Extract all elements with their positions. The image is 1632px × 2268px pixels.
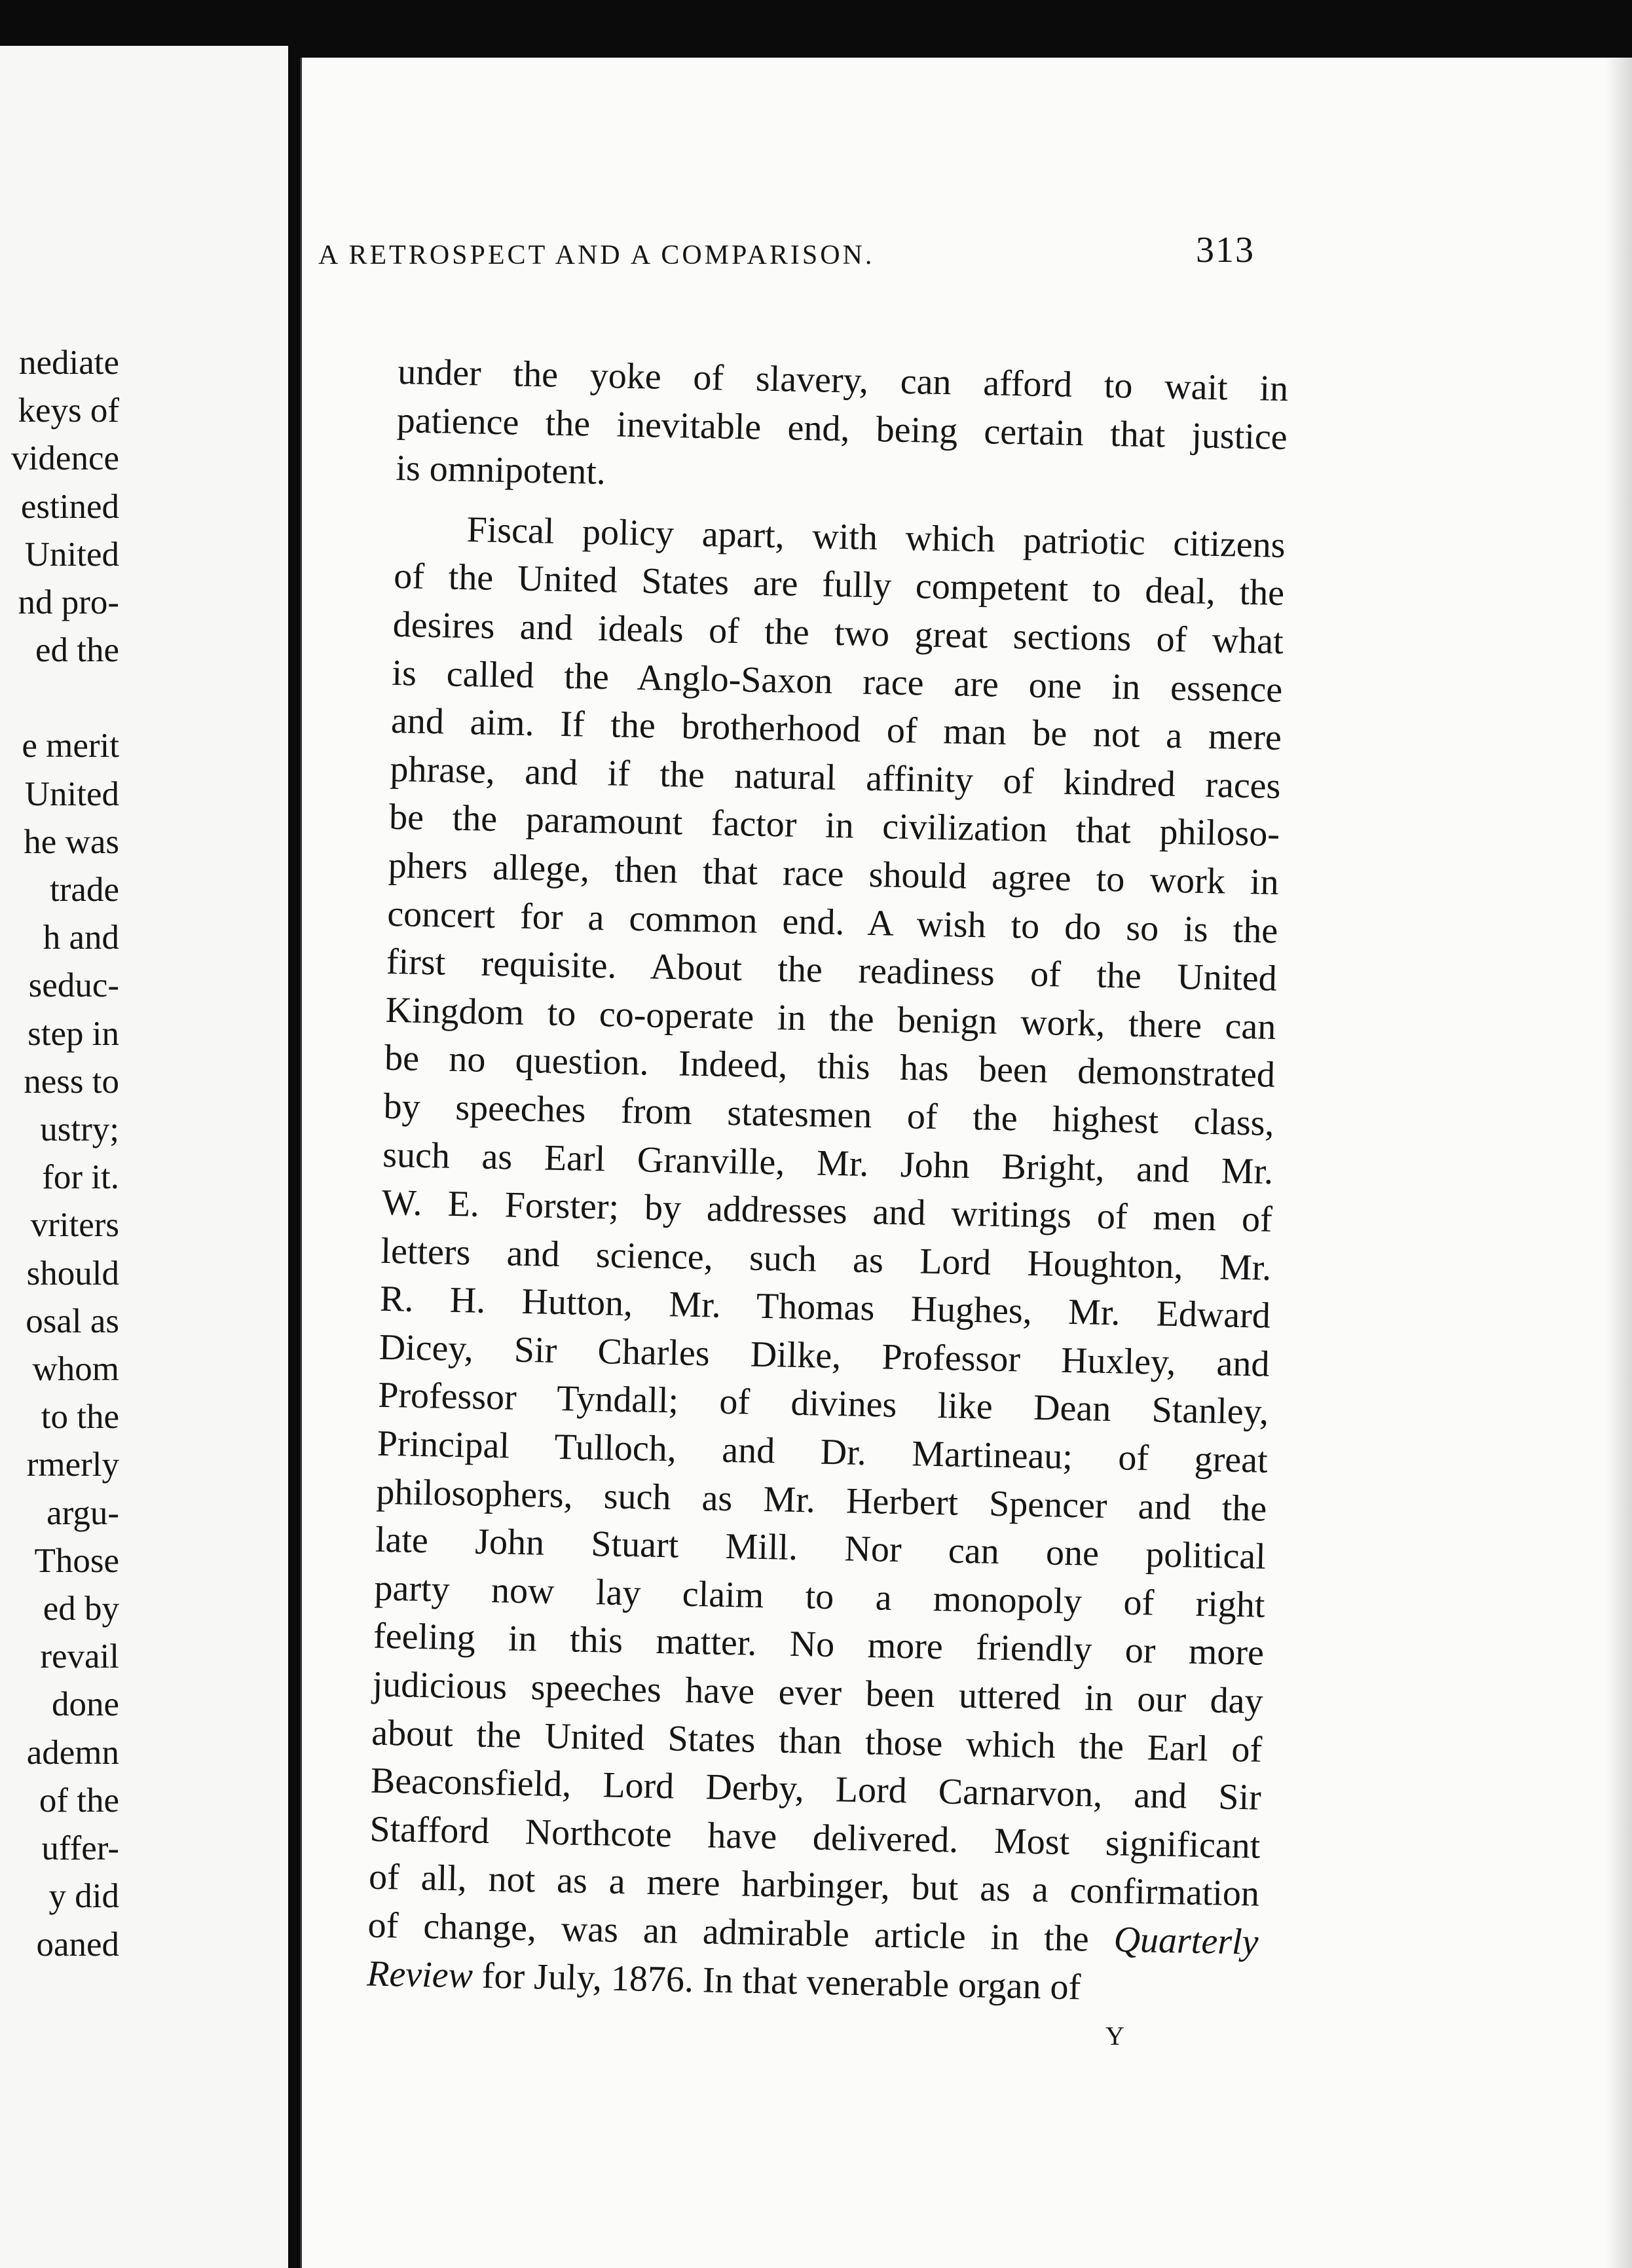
text-line: of change, was an admirable article in the Quarterly	[367, 1905, 1259, 1963]
text-line: Fiscal policy apart, with which patriotic citizens	[466, 509, 1286, 566]
facing-page-line: for it.	[42, 1158, 119, 1197]
text-line: Beaconsfield, Lord Derby, Lord Carnarvon, and Sir	[370, 1760, 1262, 1818]
facing-page-line: seduc-	[28, 966, 119, 1005]
text-line: by speeches from statesmen of the highest class,	[383, 1086, 1275, 1144]
text-line: Professor Tyndall; of divines like Dean Stanley,	[377, 1375, 1269, 1433]
facing-page-line: United	[24, 535, 119, 574]
facing-page-line: vidence	[11, 439, 119, 478]
facing-page-line: ademn	[26, 1733, 119, 1772]
book-gutter	[288, 0, 300, 2268]
facing-page-line: ed the	[35, 631, 119, 670]
facing-page-line: Those	[34, 1541, 119, 1580]
text-line: of the United States are fully competent to deal, the	[393, 556, 1285, 614]
facing-page-line: uffer-	[41, 1829, 119, 1868]
text-line: first requisite. About the readiness of the United	[386, 941, 1278, 1000]
text-line: patience the inevitable end, being certain that justice	[396, 399, 1288, 458]
text-line: late John Stuart Mill. Nor can one political	[375, 1519, 1267, 1578]
facing-page-line: to the	[41, 1398, 119, 1436]
text-line: such as Earl Granville, Mr. John Bright, and Mr.	[382, 1134, 1274, 1192]
text-line: Review for July, 1876. In that venerable organ of	[366, 1953, 1081, 2008]
text-line: feeling in this matter. No more friendly or more	[373, 1616, 1265, 1674]
facing-page-line: he was	[24, 822, 119, 861]
facing-page-line: nd pro-	[18, 583, 119, 622]
facing-page-line: argu-	[46, 1493, 119, 1532]
paragraph	[396, 348, 1289, 510]
page-edge	[1606, 58, 1632, 2268]
text-line: philosophers, such as Mr. Herbert Spencer and the	[375, 1471, 1267, 1529]
page-body	[367, 348, 1289, 2015]
facing-page-line: whom	[32, 1350, 119, 1389]
text-line: party now lay claim to a monopoly of right	[374, 1567, 1265, 1626]
text-line: concert for a common end. A wish to do so is the	[386, 893, 1278, 951]
running-header	[318, 229, 1255, 282]
facing-page-line: e merit	[22, 727, 119, 765]
text-line: of all, not as a mere harbinger, but as a confirmation	[368, 1856, 1260, 1915]
text-line: be the paramount factor in civilization that philoso-	[388, 797, 1280, 855]
text-line: Principal Tulloch, and Dr. Martineau; of great	[377, 1423, 1269, 1481]
facing-page-line: revail	[40, 1637, 119, 1676]
facing-page-line: y did	[48, 1877, 119, 1916]
facing-page-line: trade	[50, 871, 119, 909]
facing-page-text	[0, 339, 119, 1969]
text-line: phers allege, then that race should agree to work in	[388, 845, 1280, 903]
running-title: A RETROSPECT AND A COMPARISON.	[318, 240, 875, 270]
facing-page-line: ustry;	[40, 1110, 119, 1149]
text-line: Kingdom to co-operate in the benign work, there can	[385, 989, 1276, 1048]
paragraph	[367, 505, 1286, 2015]
facing-page-line: done	[51, 1685, 119, 1724]
text-line: be no question. Indeed, this has been demonstrated	[384, 1038, 1276, 1096]
facing-page-line: of the	[39, 1781, 119, 1820]
text-line: is called the Anglo-Saxon race are one in essence	[391, 652, 1283, 710]
facing-page-line: ed by	[43, 1590, 119, 1628]
text-line: phrase, and if the natural affinity of kindred races	[390, 748, 1282, 807]
facing-page-line: keys of	[18, 392, 119, 430]
facing-page-line	[0, 674, 119, 722]
facing-page-line: h and	[43, 919, 119, 957]
facing-page-line: United	[24, 775, 119, 813]
text-line: letters and science, such as Lord Houghton, Mr.	[380, 1230, 1272, 1289]
facing-page-line: step in	[28, 1014, 119, 1053]
signature-mark: Y	[1105, 2021, 1126, 2051]
facing-page-line: nediate	[18, 344, 119, 382]
text-line: desires and ideals of the two great sections of what	[392, 604, 1284, 662]
facing-page-line: estined	[20, 487, 119, 526]
facing-page	[0, 46, 291, 2268]
facing-page-line: ness to	[24, 1062, 119, 1101]
text-line: under the yoke of slavery, can afford to wait in	[397, 351, 1289, 410]
text-line: judicious speeches have ever been uttered in our day	[372, 1664, 1264, 1722]
text-line: and aim. If the brotherhood of man be not a mere	[390, 701, 1282, 759]
facing-page-line: oaned	[36, 1925, 119, 1964]
facing-page-line: osal as	[26, 1302, 119, 1340]
text-line: R. H. Hutton, Mr. Thomas Hughes, Mr. Edward	[379, 1279, 1271, 1337]
facing-page-line: vriters	[30, 1206, 119, 1245]
text-line: Dicey, Sir Charles Dilke, Professor Huxley, and	[379, 1326, 1270, 1385]
text-line: about the United States than those which the Earl of	[371, 1712, 1263, 1770]
facing-page-line: should	[26, 1254, 119, 1292]
page-number: 313	[1196, 230, 1255, 270]
text-line: is omnipotent.	[395, 448, 606, 493]
text-line: Stafford Northcote have delivered. Most significant	[369, 1808, 1261, 1867]
facing-page-line: rmerly	[26, 1446, 119, 1484]
text-line: W. E. Forster; by addresses and writings of men of	[381, 1182, 1273, 1240]
